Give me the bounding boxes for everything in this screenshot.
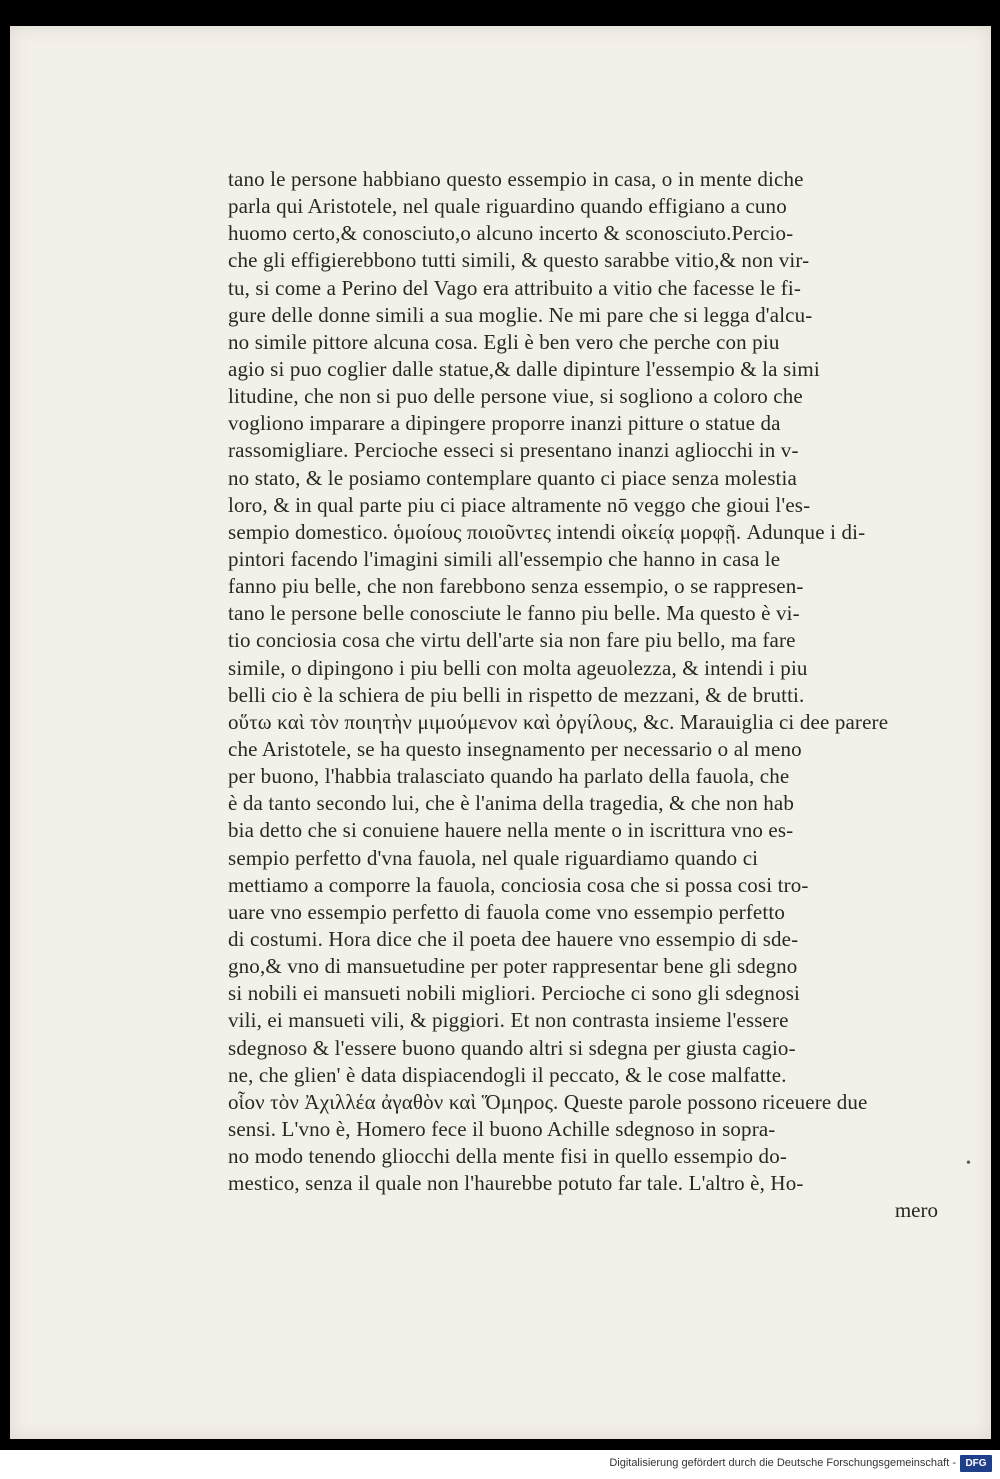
text-line: οἷον τὸν Ἀχιλλέα ἀγαθὸν καὶ Ὅμηρος. Queste parole possono riceuere due bbox=[228, 1089, 868, 1114]
footer-credit: Digitalisierung gefördert durch die Deutsche Forschungsgemeinschaft - bbox=[609, 1457, 956, 1469]
text-line: huomo certo,& conosciuto,o alcuno incerto & sconosciuto.Percio- bbox=[228, 221, 794, 246]
text-line: tio conciosia cosa che virtu dell'arte sia non fare piu bello, ma fare bbox=[228, 628, 796, 653]
text-line: fanno piu belle, che non farebbono senza essempio, o se rappresen- bbox=[228, 574, 804, 599]
text-line: agio si puo coglier dalle statue,& dalle dipinture l'essempio & la simi bbox=[228, 356, 820, 381]
dfg-logo-icon: DFG bbox=[960, 1455, 992, 1472]
text-line: no stato, & le posiamo contemplare quanto ci piace senza molestia bbox=[228, 465, 797, 490]
text-line: ne, che glien' è data dispiacendogli il peccato, & le cose malfatte. bbox=[228, 1062, 787, 1087]
text-line: di costumi. Hora dice che il poeta dee hauere vno essempio di sde- bbox=[228, 926, 799, 951]
text-line: mettiamo a comporre la fauola, conciosia cosa che si possa cosi tro- bbox=[228, 872, 809, 897]
text-line: loro, & in qual parte piu ci piace altramente nō veggo che gioui l'es- bbox=[228, 492, 811, 517]
text-line: gure delle donne simili a sua moglie. Ne mi pare che si legga d'alcu- bbox=[228, 302, 813, 327]
text-line: sempio domestico. ὁμοίους ποιοῦντες intendi οἰκείᾳ μορφῇ. Adunque i di- bbox=[228, 519, 866, 544]
text-line: belli cio è la schiera de piu belli in rispetto de mezzani, & de brutti. bbox=[228, 682, 805, 707]
text-line: mestico, senza il quale non l'haurebbe potuto far tale. L'altro è, Ho- bbox=[228, 1171, 804, 1196]
text-line: che gli effigierebbono tutti simili, & questo sarabbe vitio,& non vir- bbox=[228, 248, 810, 273]
text-line: bia detto che si conuiene hauere nella mente o in iscrittura vno es- bbox=[228, 818, 794, 843]
digitization-footer bbox=[0, 1450, 1000, 1479]
text-line: gno,& vno di mansuetudine per poter rappresentar bene gli sdegno bbox=[228, 954, 798, 979]
text-line: tu, si come a Perino del Vago era attribuito a vitio che facesse le fi- bbox=[228, 275, 801, 300]
text-line: che Aristotele, se ha questo insegnamento per necessario o al meno bbox=[228, 736, 802, 761]
margin-mark: • bbox=[966, 1156, 971, 1171]
text-line: pintori facendo l'imagini simili all'essempio che hanno in casa le bbox=[228, 546, 781, 571]
text-line: simile, o dipingono i piu belli con molta ageuolezza, & intendi i piu bbox=[228, 655, 808, 680]
text-line: per buono, l'habbia tralasciato quando ha parlato della fauola, che bbox=[228, 764, 790, 789]
text-line: sempio perfetto d'vna fauola, nel quale riguardiamo quando ci bbox=[228, 845, 759, 870]
catchword: mero bbox=[894, 1198, 938, 1223]
text-line: è da tanto secondo lui, che è l'anima della tragedia, & che non hab bbox=[228, 791, 795, 816]
text-line: si nobili ei mansueti nobili migliori. Percioche ci sono gli sdegnosi bbox=[228, 981, 801, 1006]
text-line: vogliono imparare a dipingere proporre inanzi pitture o statue da bbox=[228, 411, 781, 436]
text-line: uare vno essempio perfetto di fauola come vno essempio perfetto bbox=[228, 899, 786, 924]
text-line: litudine, che non si puo delle persone viue, si sogliono a coloro che bbox=[228, 384, 803, 409]
text-line: sensi. L'vno è, Homero fece il buono Achille sdegnoso in sopra- bbox=[228, 1116, 776, 1141]
text-line: οὕτω καὶ τὸν ποιητὴν μιμούμενον καὶ ὀργίλους, &c. Marauiglia ci dee parere bbox=[228, 709, 889, 734]
book-page bbox=[10, 26, 991, 1439]
text-line: tano le persone habbiano questo essempio in casa, o in mente diche bbox=[228, 167, 804, 191]
text-line: tano le persone belle conosciute le fanno piu belle. Ma questo è vi- bbox=[228, 601, 800, 626]
text-line: parla qui Aristotele, nel quale riguardino quando effigiano a cuno bbox=[228, 194, 787, 219]
text-line: rassomigliare. Percioche esseci si presentano inanzi agliocchi in v- bbox=[228, 438, 799, 463]
text-line: no simile pittore alcuna cosa. Egli è ben vero che perche con piu bbox=[228, 329, 780, 354]
text-line: no modo tenendo gliocchi della mente fisi in quello essempio do- bbox=[228, 1144, 787, 1169]
text-line: vili, ei mansueti vili, & piggiori. Et non contrasta insieme l'essere bbox=[228, 1008, 789, 1033]
text-line: sdegnoso & l'essere buono quando altri si sdegna per giusta cagio- bbox=[228, 1035, 796, 1060]
text-block bbox=[228, 166, 938, 1224]
